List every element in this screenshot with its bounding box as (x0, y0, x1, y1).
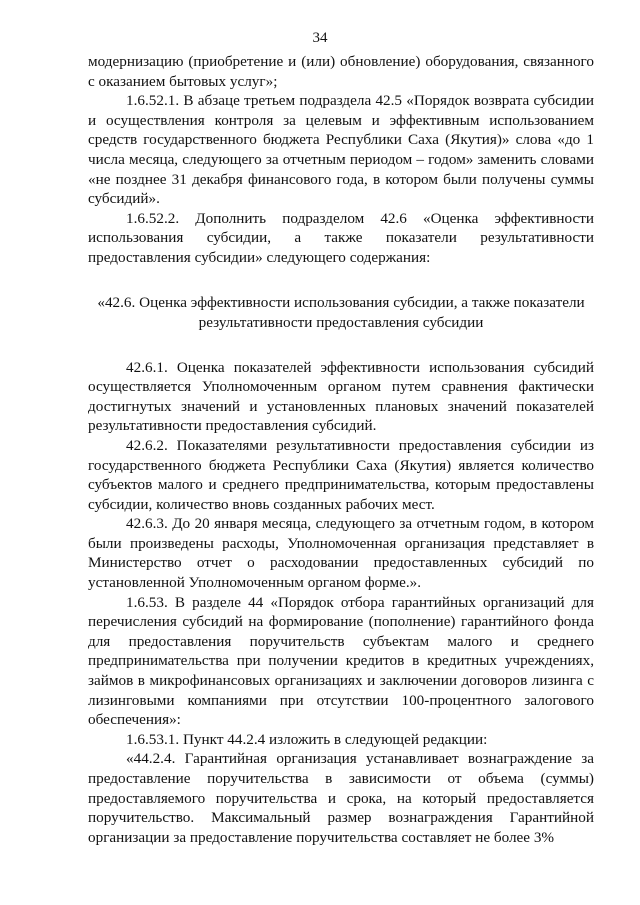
paragraph: 1.6.53.1. Пункт 44.2.4 изложить в следующей редакции: (126, 730, 488, 748)
paragraph: 42.6.2. Показателями результативности предоставления субсидии из государственного бюджета Республики Саха (Якутия) является количество субъектов малого и среднего предпринимательства, которым предоставлены субсидии, количество вновь созданных рабочих мест. (88, 436, 594, 513)
paragraph: 1.6.52.2. Дополнить подразделом 42.6 «Оценка эффективности использования субсидии, а также показатели результативности предоставления субсидии» следующего содержания: (88, 209, 594, 266)
page-number: 34 (312, 30, 328, 46)
paragraph: «44.2.4. Гарантийная организация устанавливает вознаграждение за предоставление поручительства в зависимости от объема (суммы) предоставляемого поручительства и срока, на который предоставляется поручительство. Максимальный размер вознаграждения Гарантийной организации за предоставление поручительства составляет не более 3% (88, 750, 594, 846)
paragraph: 1.6.52.1. В абзаце третьем подраздела 42.5 «Порядок возврата субсидии и осуществления контроля за целевым и эффективным использованием средств государственного бюджета Республики Саха (Якутия)» слова «до 1 числа месяца, следующего за отчетным периодом – годом» заменить словами «не позднее 31 декабря финансового года, в котором были получены суммы субсидий». (88, 92, 594, 208)
section-heading: «42.6. Оценка эффективности использования субсидии, а также показатели результативности предоставления субсидии (97, 293, 585, 331)
paragraph: 42.6.3. До 20 января месяца, следующего за отчетным годом, в котором были произведены расходы, Уполномоченная организация представляет в Министерство отчет о расходовании предоставленных субсидий по установленной Уполномоченным органом форме.». (88, 515, 594, 592)
document-body (88, 52, 594, 847)
paragraph: 42.6.1. Оценка показателей эффективности использования субсидий осуществляется Уполномоченным органом путем сравнения фактически достигнутых значений и установленных плановых значений показателей результативности предоставления субсидий. (88, 358, 594, 435)
paragraph: модернизацию (приобретение и (или) обновление) оборудования, связанного с оказанием бытовых услуг»; (88, 53, 594, 90)
paragraph: 1.6.53. В разделе 44 «Порядок отбора гарантийных организаций для перечисления субсидий на формирование (пополнение) гарантийного фонда для предоставления поручительств субъектам малого и среднего предпринимательства при получении кредитов в кредитных учреждениях, займов в микрофинансовых организациях и заключении договоров лизинга с лизинговыми компаниями при отсутствии 100-процентного залогового обеспечения»: (88, 593, 594, 729)
